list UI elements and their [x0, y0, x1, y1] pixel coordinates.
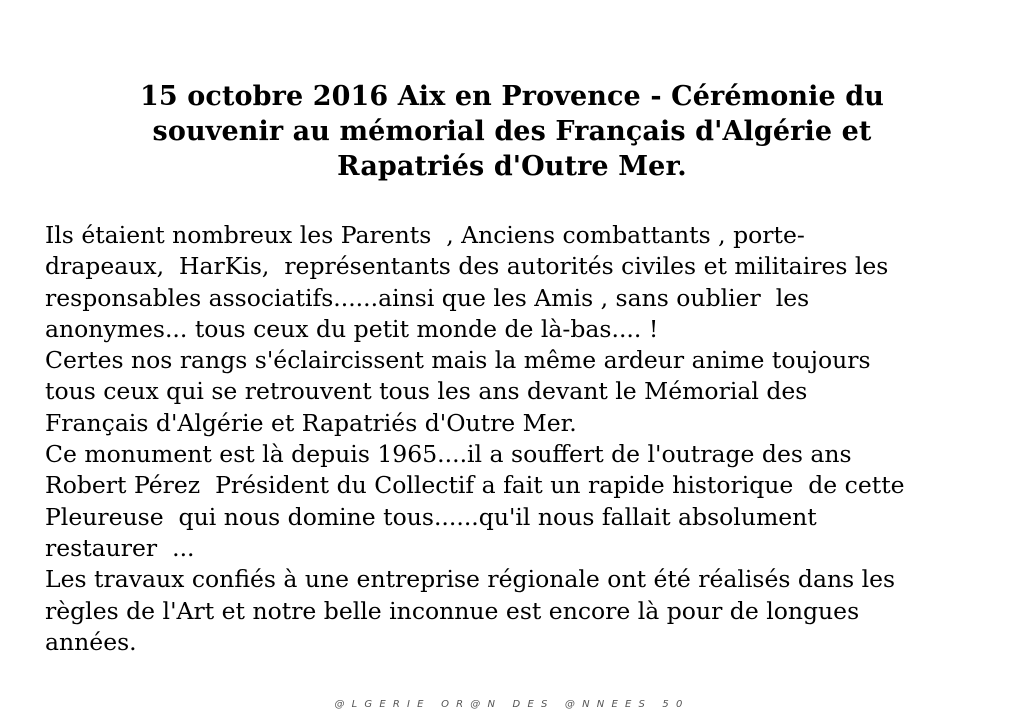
- body-line: responsables associatifs......ainsi que les Amis , sans oublier les: [45, 283, 810, 312]
- title-line: souvenir au mémorial des Français d'Algérie et: [152, 116, 872, 147]
- body-line: Certes nos rangs s'éclaircissent mais la même ardeur anime toujours: [45, 346, 871, 375]
- body-line: tous ceux qui se retrouvent tous les ans devant le Mémorial des: [45, 377, 808, 406]
- title-line: 15 octobre 2016 Aix en Provence - Cérémonie du: [140, 81, 884, 112]
- body-line: restaurer ...: [45, 533, 195, 562]
- body-line: années.: [45, 627, 137, 656]
- title-line: Rapatriés d'Outre Mer.: [337, 151, 687, 182]
- body-line: Ce monument est là depuis 1965....il a souffert de l'outrage des ans: [45, 440, 852, 469]
- body-line: Français d'Algérie et Rapatriés d'Outre Mer.: [45, 408, 577, 437]
- page-title: [60, 79, 964, 184]
- body-line: Les travaux confiés à une entreprise régionale ont été réalisés dans les: [45, 565, 896, 594]
- footer-signature: @LGERIE OR@N DES @NNEES 50: [334, 699, 690, 710]
- body-line: Ils étaient nombreux les Parents , Anciens combattants , porte-: [45, 221, 805, 249]
- body-line: règles de l'Art et notre belle inconnue est encore là pour de longues: [45, 596, 860, 625]
- body-line: anonymes... tous ceux du petit monde de là-bas.... !: [45, 314, 659, 343]
- body-line: Robert Pérez Président du Collectif a fait un rapide historique de cette: [45, 471, 905, 500]
- body-line: drapeaux, HarKis, représentants des autorités civiles et militaires les: [45, 252, 889, 281]
- article-body: [45, 220, 995, 658]
- body-line: Pleureuse qui nous domine tous......qu'il nous fallait absolument: [45, 502, 817, 531]
